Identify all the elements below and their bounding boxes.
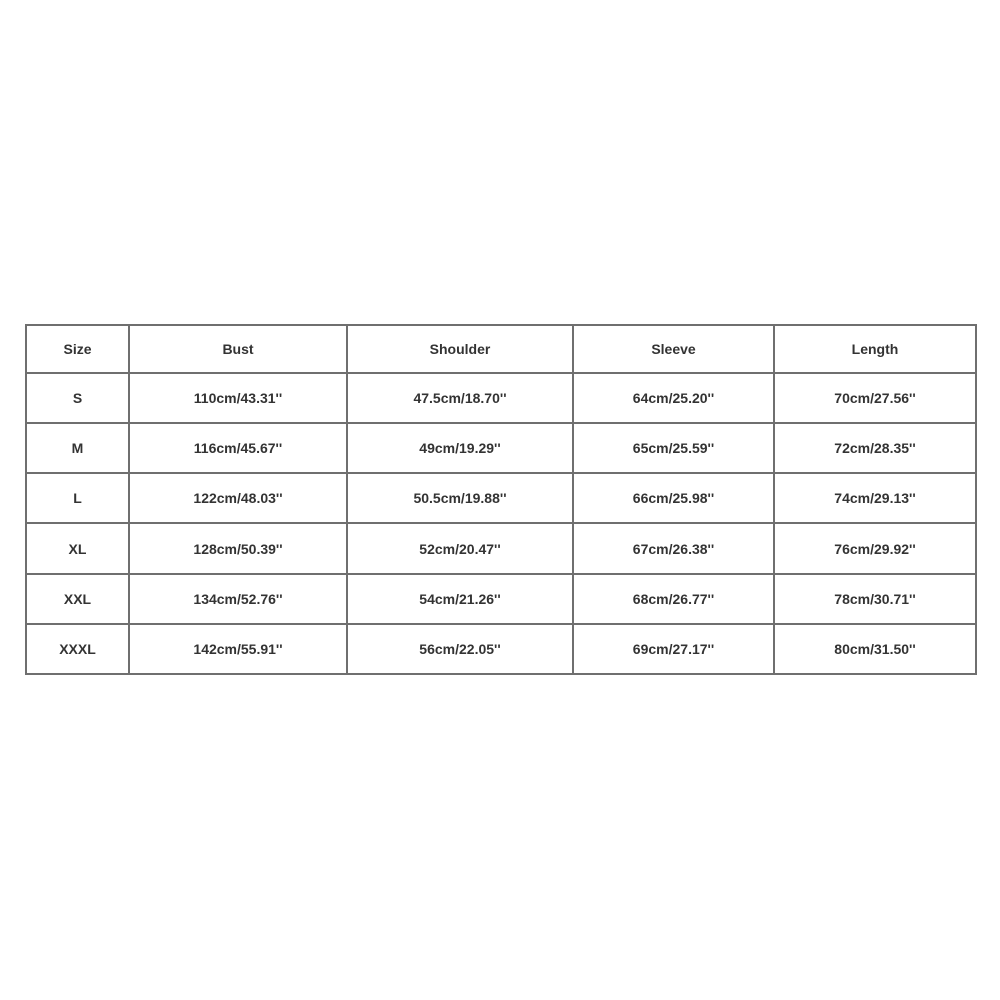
cell-size: S <box>26 373 129 423</box>
table-row <box>26 373 976 423</box>
cell-bust: 122cm/48.03'' <box>129 473 347 523</box>
cell-bust: 142cm/55.91'' <box>129 624 347 674</box>
cell-sleeve: 66cm/25.98'' <box>573 473 774 523</box>
cell-shoulder: 47.5cm/18.70'' <box>347 373 573 423</box>
table-row <box>26 624 976 674</box>
cell-shoulder: 54cm/21.26'' <box>347 574 573 624</box>
cell-size: M <box>26 423 129 473</box>
table-row <box>26 473 976 523</box>
cell-size: L <box>26 473 129 523</box>
table-row <box>26 523 976 573</box>
cell-sleeve: 65cm/25.59'' <box>573 423 774 473</box>
cell-shoulder: 56cm/22.05'' <box>347 624 573 674</box>
cell-size: XL <box>26 523 129 573</box>
cell-shoulder: 49cm/19.29'' <box>347 423 573 473</box>
cell-bust: 134cm/52.76'' <box>129 574 347 624</box>
cell-shoulder: 52cm/20.47'' <box>347 523 573 573</box>
cell-bust: 128cm/50.39'' <box>129 523 347 573</box>
cell-length: 78cm/30.71'' <box>774 574 976 624</box>
header-bust: Bust <box>129 325 347 373</box>
cell-size: XXXL <box>26 624 129 674</box>
table-row <box>26 574 976 624</box>
cell-length: 76cm/29.92'' <box>774 523 976 573</box>
cell-sleeve: 69cm/27.17'' <box>573 624 774 674</box>
header-shoulder: Shoulder <box>347 325 573 373</box>
size-chart-table <box>25 324 977 675</box>
cell-bust: 116cm/45.67'' <box>129 423 347 473</box>
cell-sleeve: 64cm/25.20'' <box>573 373 774 423</box>
cell-length: 74cm/29.13'' <box>774 473 976 523</box>
cell-bust: 110cm/43.31'' <box>129 373 347 423</box>
cell-length: 80cm/31.50'' <box>774 624 976 674</box>
cell-sleeve: 68cm/26.77'' <box>573 574 774 624</box>
cell-length: 72cm/28.35'' <box>774 423 976 473</box>
cell-shoulder: 50.5cm/19.88'' <box>347 473 573 523</box>
header-size: Size <box>26 325 129 373</box>
cell-length: 70cm/27.56'' <box>774 373 976 423</box>
header-length: Length <box>774 325 976 373</box>
header-sleeve: Sleeve <box>573 325 774 373</box>
cell-sleeve: 67cm/26.38'' <box>573 523 774 573</box>
header-row <box>26 325 976 373</box>
table-row <box>26 423 976 473</box>
cell-size: XXL <box>26 574 129 624</box>
